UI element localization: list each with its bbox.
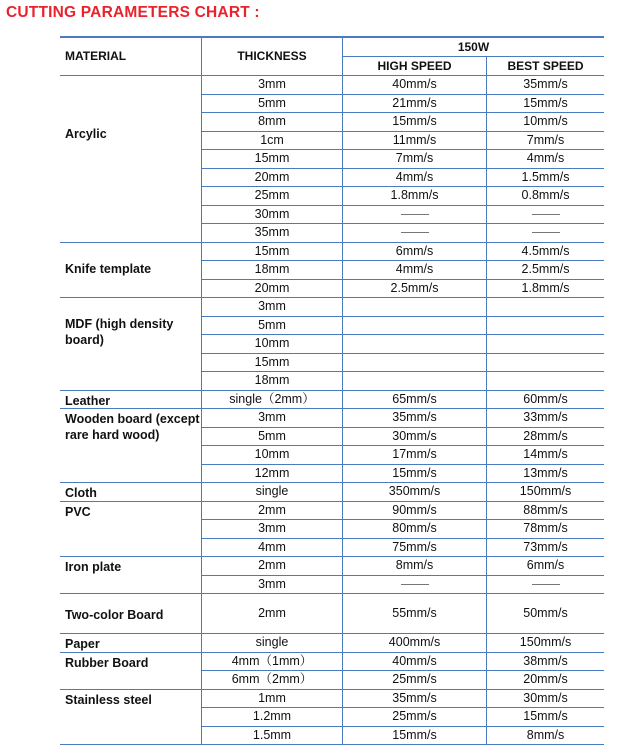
high-speed-cell: 6mm/s: [342, 243, 486, 262]
material-acrylic: Arcylic: [60, 76, 201, 243]
thickness-cell: 15mm: [201, 150, 342, 169]
high-speed-cell: 35mm/s: [342, 409, 486, 428]
high-speed-cell: [342, 372, 486, 391]
material-paper: Paper: [60, 634, 201, 653]
material-knife: Knife template: [60, 243, 201, 299]
header-thickness: THICKNESS: [201, 38, 342, 76]
thickness-cell: 18mm: [201, 372, 342, 391]
best-speed-cell: 78mm/s: [486, 520, 604, 539]
high-speed-cell: [342, 298, 486, 317]
high-speed-cell: 40mm/s: [342, 76, 486, 95]
best-speed-cell: 1.5mm/s: [486, 169, 604, 188]
material-rubber: Rubber Board: [60, 653, 201, 690]
high-speed-cell: 40mm/s: [342, 653, 486, 672]
thickness-cell: 3mm: [201, 76, 342, 95]
header-high-speed: HIGH SPEED: [342, 57, 486, 76]
best-speed-cell: 35mm/s: [486, 76, 604, 95]
header-best-speed: BEST SPEED: [486, 57, 604, 76]
best-speed-cell: 6mm/s: [486, 557, 604, 576]
material-mdf: MDF (high density board): [60, 298, 201, 391]
thickness-cell: 5mm: [201, 95, 342, 114]
high-speed-cell: 15mm/s: [342, 727, 486, 745]
best-speed-cell: [486, 354, 604, 373]
best-speed-cell: 7mm/s: [486, 132, 604, 151]
thickness-cell: 15mm: [201, 243, 342, 262]
thickness-cell: 2mm: [201, 557, 342, 576]
not-applicable-dash: [401, 232, 429, 233]
thickness-cell: single: [201, 634, 342, 653]
material-iron: Iron plate: [60, 557, 201, 594]
thickness-cell: 5mm: [201, 428, 342, 447]
high-speed-cell: 80mm/s: [342, 520, 486, 539]
material-leather: Leather: [60, 391, 201, 410]
thickness-cell: 4mm: [201, 539, 342, 558]
best-speed-cell: 50mm/s: [486, 594, 604, 634]
thickness-cell: 10mm: [201, 446, 342, 465]
high-speed-cell: 15mm/s: [342, 113, 486, 132]
high-speed-cell: [342, 224, 486, 243]
best-speed-cell: [486, 298, 604, 317]
high-speed-cell: 400mm/s: [342, 634, 486, 653]
best-speed-cell: [486, 317, 604, 336]
thickness-cell: 15mm: [201, 354, 342, 373]
header-power: 150W: [342, 38, 604, 57]
high-speed-cell: 15mm/s: [342, 465, 486, 484]
material-pvc: PVC: [60, 502, 201, 558]
header-material: MATERIAL: [60, 38, 201, 76]
best-speed-cell: 4.5mm/s: [486, 243, 604, 262]
best-speed-cell: 15mm/s: [486, 708, 604, 727]
cutting-parameters-table: [60, 36, 604, 740]
not-applicable-dash: [532, 232, 560, 233]
best-speed-cell: 60mm/s: [486, 391, 604, 410]
high-speed-cell: 90mm/s: [342, 502, 486, 521]
thickness-cell: 3mm: [201, 409, 342, 428]
best-speed-cell: 38mm/s: [486, 653, 604, 672]
best-speed-cell: [486, 335, 604, 354]
best-speed-cell: 33mm/s: [486, 409, 604, 428]
best-speed-cell: [486, 372, 604, 391]
high-speed-cell: 1.8mm/s: [342, 187, 486, 206]
high-speed-cell: 7mm/s: [342, 150, 486, 169]
thickness-cell: 10mm: [201, 335, 342, 354]
high-speed-cell: 4mm/s: [342, 169, 486, 188]
best-speed-cell: 30mm/s: [486, 690, 604, 709]
thickness-cell: 3mm: [201, 520, 342, 539]
thickness-cell: single（2mm）: [201, 391, 342, 410]
high-speed-cell: 8mm/s: [342, 557, 486, 576]
high-speed-cell: 35mm/s: [342, 690, 486, 709]
thickness-cell: 20mm: [201, 280, 342, 299]
thickness-cell: 6mm（2mm）: [201, 671, 342, 690]
not-applicable-dash: [532, 214, 560, 215]
best-speed-cell: 8mm/s: [486, 727, 604, 745]
best-speed-cell: 13mm/s: [486, 465, 604, 484]
thickness-cell: 4mm（1mm）: [201, 653, 342, 672]
material-wooden: Wooden board (except rare hard wood): [60, 409, 201, 483]
thickness-cell: 3mm: [201, 298, 342, 317]
high-speed-cell: 65mm/s: [342, 391, 486, 410]
best-speed-cell: 150mm/s: [486, 634, 604, 653]
thickness-cell: 8mm: [201, 113, 342, 132]
material-stainless: Stainless steel: [60, 690, 201, 745]
best-speed-cell: [486, 224, 604, 243]
high-speed-cell: 11mm/s: [342, 132, 486, 151]
thickness-cell: 2mm: [201, 502, 342, 521]
best-speed-cell: 150mm/s: [486, 483, 604, 502]
best-speed-cell: 20mm/s: [486, 671, 604, 690]
best-speed-cell: 15mm/s: [486, 95, 604, 114]
thickness-cell: 18mm: [201, 261, 342, 280]
high-speed-cell: [342, 206, 486, 225]
thickness-cell: 30mm: [201, 206, 342, 225]
high-speed-cell: 2.5mm/s: [342, 280, 486, 299]
high-speed-cell: 4mm/s: [342, 261, 486, 280]
thickness-cell: 1.5mm: [201, 727, 342, 745]
best-speed-cell: [486, 206, 604, 225]
not-applicable-dash: [532, 584, 560, 585]
high-speed-cell: 75mm/s: [342, 539, 486, 558]
thickness-cell: 20mm: [201, 169, 342, 188]
chart-title: CUTTING PARAMETERS CHART :: [6, 4, 260, 22]
high-speed-cell: 350mm/s: [342, 483, 486, 502]
thickness-cell: 1mm: [201, 690, 342, 709]
best-speed-cell: 28mm/s: [486, 428, 604, 447]
thickness-cell: 25mm: [201, 187, 342, 206]
best-speed-cell: 1.8mm/s: [486, 280, 604, 299]
best-speed-cell: 73mm/s: [486, 539, 604, 558]
material-cloth: Cloth: [60, 483, 201, 502]
best-speed-cell: 88mm/s: [486, 502, 604, 521]
thickness-cell: 3mm: [201, 576, 342, 595]
high-speed-cell: 17mm/s: [342, 446, 486, 465]
best-speed-cell: [486, 576, 604, 595]
thickness-cell: 1cm: [201, 132, 342, 151]
thickness-cell: 2mm: [201, 594, 342, 634]
high-speed-cell: [342, 354, 486, 373]
high-speed-cell: [342, 317, 486, 336]
thickness-cell: 1.2mm: [201, 708, 342, 727]
high-speed-cell: 25mm/s: [342, 708, 486, 727]
thickness-cell: 35mm: [201, 224, 342, 243]
best-speed-cell: 14mm/s: [486, 446, 604, 465]
high-speed-cell: 21mm/s: [342, 95, 486, 114]
not-applicable-dash: [401, 214, 429, 215]
high-speed-cell: 55mm/s: [342, 594, 486, 634]
best-speed-cell: 10mm/s: [486, 113, 604, 132]
high-speed-cell: 30mm/s: [342, 428, 486, 447]
high-speed-cell: 25mm/s: [342, 671, 486, 690]
best-speed-cell: 0.8mm/s: [486, 187, 604, 206]
material-twocolor: Two-color Board: [60, 594, 201, 634]
high-speed-cell: [342, 335, 486, 354]
not-applicable-dash: [401, 584, 429, 585]
best-speed-cell: 4mm/s: [486, 150, 604, 169]
high-speed-cell: [342, 576, 486, 595]
thickness-cell: 5mm: [201, 317, 342, 336]
thickness-cell: single: [201, 483, 342, 502]
best-speed-cell: 2.5mm/s: [486, 261, 604, 280]
thickness-cell: 12mm: [201, 465, 342, 484]
